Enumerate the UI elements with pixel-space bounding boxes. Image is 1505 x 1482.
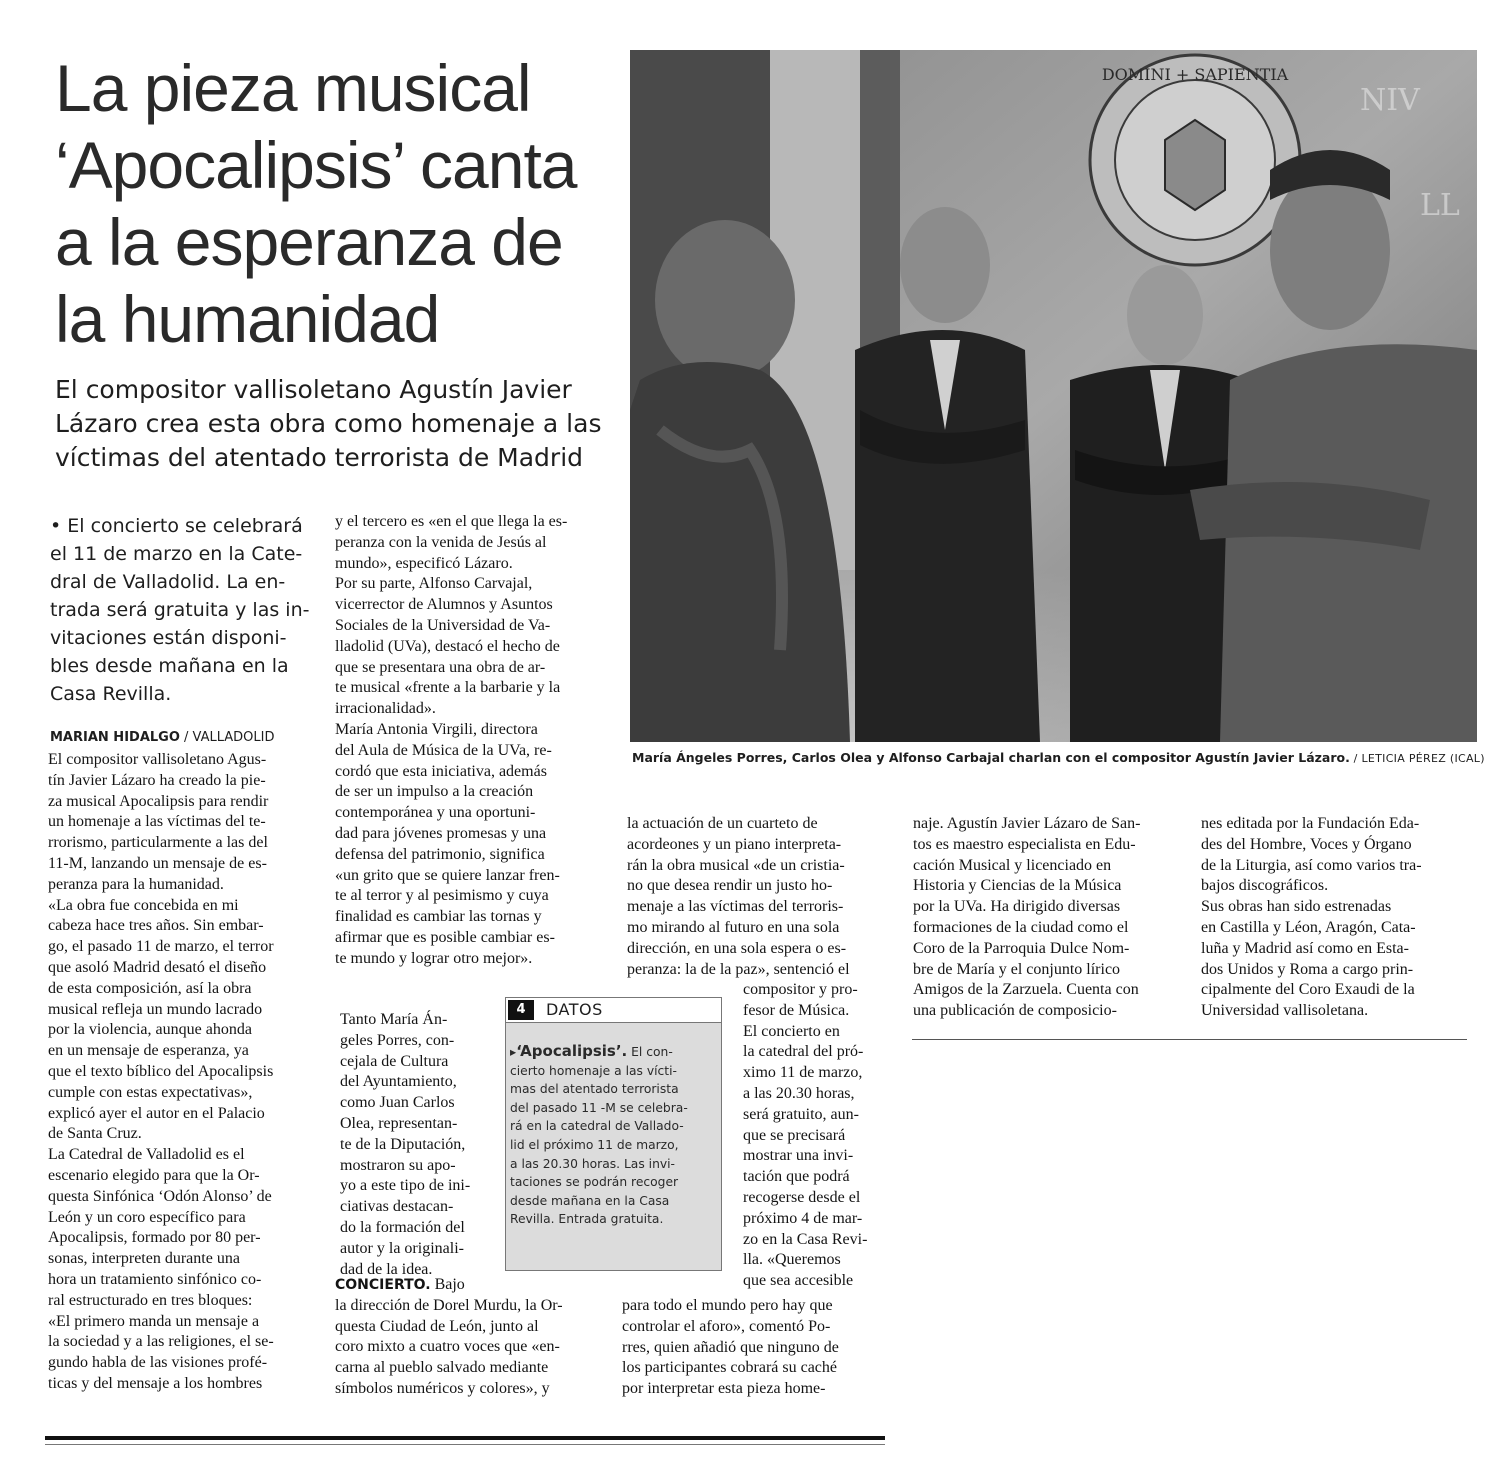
datos-box bbox=[505, 997, 722, 1271]
datos-line: a las 20.30 horas. Las invi- bbox=[510, 1156, 675, 1171]
body-column-3-bottom bbox=[622, 1296, 892, 1400]
body-line: musical refleja un mundo lacrado bbox=[48, 1000, 263, 1018]
lead-line: • El concierto se celebrará bbox=[50, 515, 303, 537]
lead-line: bles desde mañana en la bbox=[50, 655, 289, 677]
photo-illustration bbox=[630, 50, 1477, 742]
body-column-2-bottom bbox=[335, 1275, 605, 1400]
university-seal bbox=[1090, 55, 1300, 265]
body-column-5 bbox=[1201, 814, 1471, 1022]
body-line: por la violencia, aunque ahonda bbox=[48, 1021, 252, 1039]
body-line: carna al pueblo salvado mediante bbox=[335, 1359, 549, 1377]
body-line: te de la Diputación, bbox=[340, 1135, 466, 1153]
datos-line: taciones se podrán recoger bbox=[510, 1175, 679, 1190]
body-line: bre de María y el conjunto lírico bbox=[913, 960, 1121, 978]
body-line: formaciones de la ciudad como el bbox=[913, 918, 1129, 936]
body-line: de ser un impulso a la creación bbox=[335, 783, 534, 801]
body-line: mo mirando al futuro en una sola bbox=[627, 918, 840, 936]
datos-title: DATOS bbox=[546, 1000, 603, 1019]
bottom-rule-thin bbox=[45, 1444, 885, 1445]
subtitle-line: Lázaro crea esta obra como homenaje a las bbox=[55, 409, 602, 438]
body-line: Universidad vallisoletana. bbox=[1201, 1002, 1369, 1020]
body-line: fesor de Música. bbox=[743, 1001, 850, 1019]
body-line: del Aula de Música de la UVa, re- bbox=[335, 741, 552, 759]
body-line: de Santa Cruz. bbox=[48, 1125, 142, 1143]
body-line: vicerrector de Alumnos y Asuntos bbox=[335, 596, 553, 614]
body-line: El compositor vallisoletano Agus- bbox=[48, 751, 267, 768]
byline bbox=[50, 730, 275, 745]
body-line: que se precisará bbox=[743, 1126, 846, 1144]
body-line: za musical Apocalipsis para rendir bbox=[48, 792, 269, 810]
body-line: dirección, en una sola espera o es- bbox=[627, 939, 847, 957]
datos-lead: ‘Apocalipsis’. bbox=[516, 1042, 628, 1060]
body-line: María Antonia Virgili, directora bbox=[335, 720, 538, 738]
body-column-4 bbox=[913, 814, 1188, 1022]
headline-line: ‘Apocalipsis’ canta bbox=[55, 128, 577, 202]
body-column-3-narrow bbox=[743, 980, 893, 1292]
body-line: des del Hombre, Voces y Órgano bbox=[1201, 835, 1412, 853]
caption-text: María Ángeles Porres, Carlos Olea y Alfonso Carbajal charlan con el compositor Agustín Javier Lázaro. bbox=[632, 750, 1350, 765]
body-line: rres, quien añadió que ninguno de bbox=[622, 1338, 839, 1356]
subtitle bbox=[55, 373, 625, 475]
concierto-first-line bbox=[335, 1275, 605, 1296]
body-line: defensa del patrimonio, significa bbox=[335, 845, 545, 863]
body-line: finalidad es cambiar las tornas y bbox=[335, 908, 542, 926]
body-line: cación Musical y licenciado en bbox=[913, 856, 1112, 874]
datos-first-rest: El con- bbox=[627, 1045, 673, 1059]
body-line: Olea, representan- bbox=[340, 1114, 458, 1132]
lead-line: Casa Revilla. bbox=[50, 683, 172, 705]
body-column-2-narrow bbox=[340, 1010, 495, 1280]
body-line: que asoló Madrid desató el diseño bbox=[48, 958, 267, 976]
bottom-rule bbox=[45, 1436, 885, 1440]
datos-line: lid el próximo 11 de marzo, bbox=[510, 1137, 679, 1152]
body-line: cabeza hace tres años. Sin embar- bbox=[48, 917, 264, 935]
body-line: Tanto María Án- bbox=[340, 1011, 448, 1028]
body-line: yo a este tipo de ini- bbox=[340, 1177, 471, 1195]
body-line: questa Ciudad de León, junto al bbox=[335, 1317, 539, 1335]
wall-letters-1: NIV bbox=[1360, 83, 1420, 118]
body-line: próximo 4 de mar- bbox=[743, 1209, 863, 1227]
datos-number-icon: 4 bbox=[508, 1000, 534, 1020]
concierto-lines bbox=[335, 1296, 605, 1400]
body-line: como Juan Carlos bbox=[340, 1094, 455, 1112]
datos-line: desde mañana en la Casa bbox=[510, 1193, 670, 1208]
body-line: que se presentara una obra de ar- bbox=[335, 658, 546, 676]
caption-credit: / LETICIA PÉREZ (ICAL) bbox=[1349, 752, 1485, 765]
lead-line: el 11 de marzo en la Cate- bbox=[50, 543, 303, 565]
body-line: los participantes cobrará su caché bbox=[622, 1359, 838, 1377]
body-line: cipalmente del Coro Exaudi de la bbox=[1201, 981, 1415, 999]
datos-header bbox=[506, 998, 721, 1023]
body-line: contemporánea y una oportuni- bbox=[335, 804, 536, 822]
photo-caption bbox=[632, 750, 1485, 767]
body-line: menaje a las víctimas del terroris- bbox=[627, 898, 844, 916]
concierto-first-rest: Bajo bbox=[430, 1276, 465, 1293]
lead-line: dral de Valladolid. La en- bbox=[50, 571, 286, 593]
body-line: naje. Agustín Javier Lázaro de San- bbox=[913, 815, 1141, 832]
headline bbox=[55, 50, 625, 358]
body-line: a las 20.30 horas, bbox=[743, 1084, 855, 1102]
body-line: do la formación del bbox=[340, 1218, 465, 1236]
body-line: por la UVa. Ha dirigido diversas bbox=[913, 898, 1121, 916]
body-line: mostraron su apo- bbox=[340, 1156, 456, 1174]
body-line: geles Porres, con- bbox=[340, 1031, 455, 1049]
body-line: en un mensaje de esperanza, ya bbox=[48, 1042, 249, 1060]
body-line: «La obra fue concebida en mi bbox=[48, 896, 239, 914]
body-line: hora un tratamiento sinfónico co- bbox=[48, 1270, 262, 1288]
body-line: ticas y del mensaje a los hombres bbox=[48, 1374, 263, 1392]
body-column-3-top bbox=[627, 814, 892, 980]
body-line: ciativas destacan- bbox=[340, 1198, 454, 1216]
body-line: escenario elegido para que la Or- bbox=[48, 1166, 260, 1184]
body-line: un homenaje a las víctimas del te- bbox=[48, 813, 266, 831]
body-line: zo en la Casa Revi- bbox=[743, 1230, 868, 1248]
body-line: lla. «Queremos bbox=[743, 1251, 841, 1269]
body-line: te al terror y al pesimismo y cuya bbox=[335, 887, 549, 905]
body-line: gundo habla de las visiones profé- bbox=[48, 1354, 268, 1372]
body-line: te mundo y lograr otro mejor». bbox=[335, 949, 533, 967]
byline-author: MARIAN HIDALGO bbox=[50, 730, 180, 745]
body-line: de la Liturgia, así como varios tra- bbox=[1201, 856, 1422, 874]
body-line: la sociedad y a las religiones, el se- bbox=[48, 1333, 274, 1351]
wall-letters-2: LL bbox=[1420, 188, 1460, 223]
datos-line: cierto homenaje a las vícti- bbox=[510, 1063, 677, 1078]
body-line: Sociales de la Universidad de Va- bbox=[335, 616, 551, 634]
body-line: ral estructurado en tres bloques: bbox=[48, 1291, 253, 1309]
body-line: Por su parte, Alfonso Carvajal, bbox=[335, 575, 533, 593]
body-line: será gratuito, aun- bbox=[743, 1105, 859, 1123]
body-line: del Ayuntamiento, bbox=[340, 1073, 457, 1091]
datos-first-line: ▸‘Apocalipsis’. El con- bbox=[510, 1042, 673, 1060]
body-line: autor y la originali- bbox=[340, 1239, 464, 1257]
body-column-1 bbox=[48, 750, 318, 1395]
body-line: afirmar que es posible cambiar es- bbox=[335, 928, 555, 946]
body-line: cejala de Cultura bbox=[340, 1052, 449, 1070]
body-line: peranza con la venida de Jesús al bbox=[335, 533, 547, 551]
body-line: cumple con estas expectativas», bbox=[48, 1083, 253, 1101]
body-line: Apocalipsis, formado por 80 per- bbox=[48, 1229, 261, 1247]
body-line: cordó que esta iniciativa, además bbox=[335, 762, 547, 780]
lead-summary bbox=[50, 512, 310, 708]
datos-line: del pasado 11 -M se celebra- bbox=[510, 1100, 688, 1115]
body-line: bajos discográficos. bbox=[1201, 877, 1329, 895]
datos-line: mas del atentado terrorista bbox=[510, 1082, 679, 1097]
seal-text: DOMINI + SAPIENTIA bbox=[1101, 65, 1289, 84]
column-divider-rule bbox=[912, 1039, 1467, 1040]
body-line: Amigos de la Zarzuela. Cuenta con bbox=[913, 981, 1139, 999]
body-line: peranza: la de la paz», sentenció el bbox=[627, 960, 850, 978]
body-line: controlar el aforo», comentó Po- bbox=[622, 1317, 831, 1335]
body-line: «un grito que se quiere lanzar fren- bbox=[335, 866, 560, 884]
body-line: «El primero manda un mensaje a bbox=[48, 1312, 260, 1330]
body-line: compositor y pro- bbox=[743, 981, 858, 998]
body-line: peranza para la humanidad. bbox=[48, 875, 224, 893]
datos-line: rá en la catedral de Vallado- bbox=[510, 1119, 684, 1134]
body-line: dad para jóvenes promesas y una bbox=[335, 824, 547, 842]
body-line: símbolos numéricos y colores», y bbox=[335, 1379, 550, 1397]
body-line: sonas, interpreten durante una bbox=[48, 1250, 240, 1268]
body-line: nes editada por la Fundación Eda- bbox=[1201, 815, 1420, 832]
body-line: y el tercero es «en el que llega la es- bbox=[335, 513, 568, 530]
body-line: una publicación de composicio- bbox=[913, 1002, 1117, 1020]
body-line: que sea accesible bbox=[743, 1272, 854, 1290]
body-line: León y un coro específico para bbox=[48, 1208, 246, 1226]
lead-line: trada será gratuita y las in- bbox=[50, 599, 310, 621]
body-line: te musical «frente a la barbarie y la bbox=[335, 679, 561, 697]
body-line: luña y Madrid así como en Esta- bbox=[1201, 939, 1409, 957]
body-line: en Castilla y Léon, Aragón, Cata- bbox=[1201, 918, 1416, 936]
lead-line: vitaciones están disponi- bbox=[50, 627, 287, 649]
body-line: acordeones y un piano interpreta- bbox=[627, 835, 842, 853]
body-line: La Catedral de Valladolid es el bbox=[48, 1146, 245, 1164]
datos-line: Revilla. Entrada gratuita. bbox=[510, 1212, 664, 1227]
headline-line: a la esperanza de bbox=[55, 205, 563, 279]
body-line: rán la obra musical «de un cristia- bbox=[627, 856, 845, 874]
body-line: la actuación de un cuarteto de bbox=[627, 815, 818, 832]
subtitle-line: víctimas del atentado terrorista de Madrid bbox=[55, 443, 584, 472]
body-line: dos Unidos y Roma a cargo prin- bbox=[1201, 960, 1414, 978]
body-line: Coro de la Parroquia Dulce Nom- bbox=[913, 939, 1130, 957]
body-line: mostrar una invi- bbox=[743, 1147, 854, 1165]
body-line: lladolid (UVa), destacó el hecho de bbox=[335, 637, 560, 655]
body-line: Sus obras han sido estrenadas bbox=[1201, 898, 1392, 916]
body-line: explicó ayer el autor en el Palacio bbox=[48, 1104, 265, 1122]
body-line: para todo el mundo pero hay que bbox=[622, 1297, 833, 1314]
body-line: irracionalidad». bbox=[335, 700, 436, 718]
body-line: tación que podrá bbox=[743, 1168, 850, 1186]
body-line: tín Javier Lázaro ha creado la pie- bbox=[48, 771, 266, 789]
body-line: la dirección de Dorel Murdu, la Or- bbox=[335, 1296, 563, 1314]
body-line: mundo», especificó Lázaro. bbox=[335, 554, 513, 572]
body-line: Historia y Ciencias de la Música bbox=[913, 877, 1122, 895]
datos-body bbox=[510, 1042, 715, 1229]
body-line: la catedral del pró- bbox=[743, 1043, 864, 1061]
body-line: coro mixto a cuatro voces que «en- bbox=[335, 1338, 560, 1356]
subtitle-line: El compositor vallisoletano Agustín Javier bbox=[55, 375, 572, 404]
body-line: por interpretar esta pieza home- bbox=[622, 1380, 826, 1398]
body-line: El concierto en bbox=[743, 1022, 840, 1040]
byline-location: / VALLADOLID bbox=[179, 730, 275, 745]
body-line: rrorismo, particularmente a las del bbox=[48, 834, 268, 852]
body-line: tos es maestro especialista en Edu- bbox=[913, 835, 1136, 853]
body-line: 11-M, lanzando un mensaje de es- bbox=[48, 854, 267, 872]
body-line: go, el pasado 11 de marzo, el terror bbox=[48, 938, 274, 956]
body-line: dad de la idea. bbox=[340, 1260, 433, 1278]
concierto-lead: CONCIERTO. bbox=[335, 1277, 431, 1293]
body-line: no que desea rendir un justo ho- bbox=[627, 877, 833, 895]
body-line: de esta composición, así la obra bbox=[48, 979, 252, 997]
body-line: recogerse desde el bbox=[743, 1188, 861, 1206]
headline-line: La pieza musical bbox=[55, 51, 531, 125]
body-line: ximo 11 de marzo, bbox=[743, 1064, 863, 1082]
datos-lines bbox=[510, 1062, 715, 1229]
news-photo bbox=[630, 50, 1477, 742]
headline-line: la humanidad bbox=[55, 282, 440, 356]
body-line: que el texto bíblico del Apocalipsis bbox=[48, 1062, 274, 1080]
body-column-2-top bbox=[335, 512, 605, 970]
body-line: questa Sinfónica ‘Odón Alonso’ de bbox=[48, 1187, 272, 1205]
